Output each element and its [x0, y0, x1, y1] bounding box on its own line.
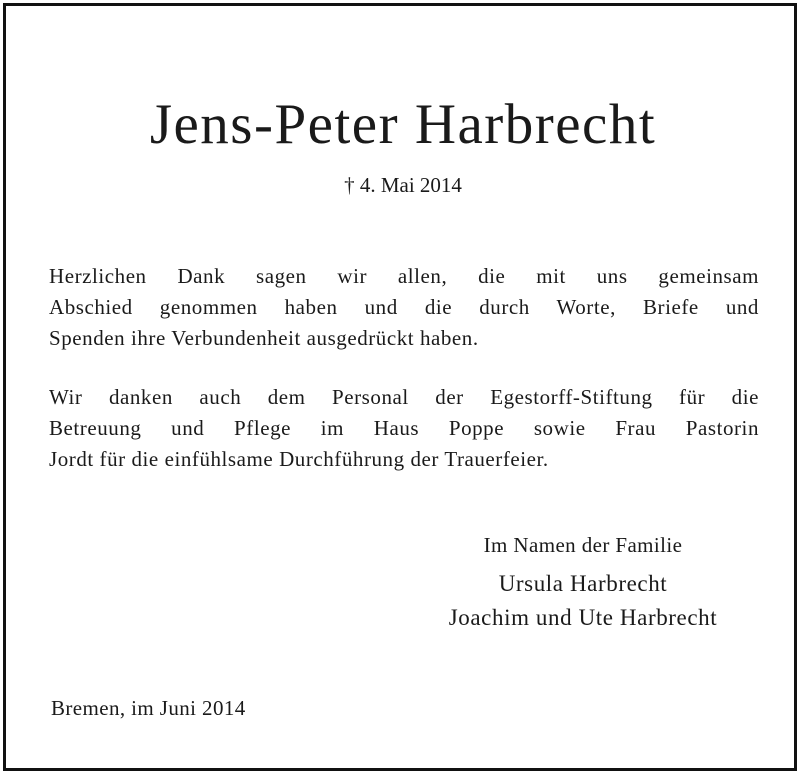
- paragraph-line: Abschied genommen haben und die durch Worte, Briefe und: [49, 295, 759, 319]
- deceased-name: Jens-Peter Harbrecht: [149, 93, 657, 156]
- paragraph-line: Herzlichen Dank sagen wir allen, die mit uns gemeinsam: [49, 264, 759, 288]
- paragraph-line: Wir danken auch dem Personal der Egestorff-Stiftung für die: [49, 385, 759, 409]
- paragraph-line: Spenden ihre Verbundenheit ausgedrückt haben.: [49, 326, 479, 350]
- thanks-paragraph: [49, 261, 759, 354]
- paragraph-line: Betreuung und Pflege im Haus Poppe sowie Frau Pastorin: [49, 416, 759, 440]
- staff-thanks-paragraph: [49, 382, 759, 475]
- death-date: † 4. Mai 2014: [344, 173, 462, 197]
- signature-name: Joachim und Ute Harbrecht: [448, 605, 718, 630]
- paragraph-line: Jordt für die einfühlsame Durchführung der Trauerfeier.: [49, 447, 549, 471]
- signature-intro: Im Namen der Familie: [483, 533, 683, 557]
- signature-name: Ursula Harbrecht: [498, 571, 668, 596]
- place-date: Bremen, im Juni 2014: [51, 696, 246, 720]
- notice-frame: [3, 3, 797, 771]
